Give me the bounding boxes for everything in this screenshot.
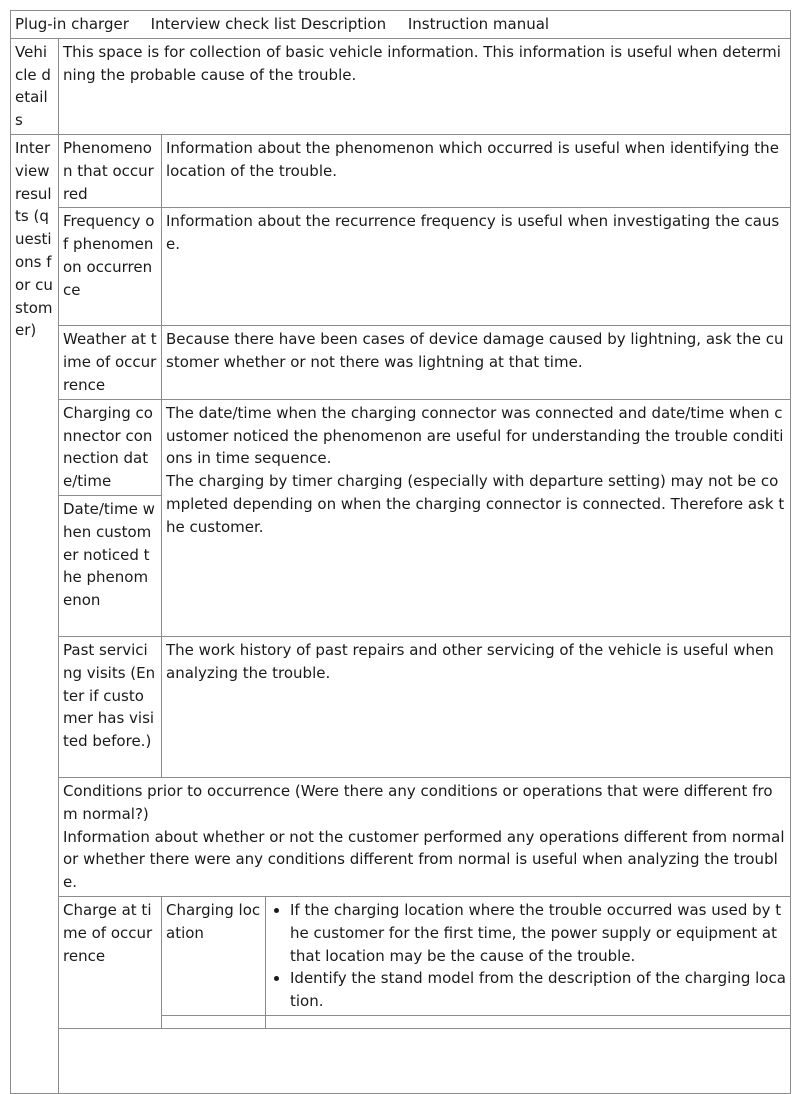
phenomenon-label: Phenomenon that occurred — [59, 134, 162, 207]
conditions-row — [11, 777, 791, 896]
datetime-description-2: The charging by timer charging (especially with departure setting) may not be completed depending on when the charging connector is connected. Therefore ask the customer. — [166, 472, 785, 536]
header-plug-in-charger: Plug-in charger — [15, 15, 129, 33]
list-item: • If the charging location where the trouble occurred was used by the customer for the first time, the power supply or equipment at that location may be the cause of the trouble. — [290, 899, 786, 967]
cutoff-cell — [162, 1015, 266, 1028]
vehicle-details-description: This space is for collection of basic vehicle information. This information is useful when determining the probable cause of the trouble. — [59, 38, 791, 134]
conditions-description: Information about whether or not the customer performed any operations different from normal or whether there were any conditions different from normal is useful when analyzing the trouble. — [63, 827, 785, 892]
weather-label: Weather at time of occurrence — [59, 326, 162, 399]
past-servicing-label: Past servicing visits (Enter if customer has visited before.) — [59, 636, 162, 777]
interview-checklist-table — [10, 10, 791, 1094]
charging-location-label: Charging location — [162, 896, 266, 1015]
header-checklist-description: Interview check list Description — [150, 15, 387, 33]
charge-label: Charge at time of occurrence — [59, 896, 162, 1028]
document — [10, 10, 790, 1094]
header-instruction-manual: Instruction manual — [407, 15, 550, 33]
datetime-description — [162, 399, 791, 636]
datetime-description-1: The date/time when the charging connector was connected and date/time when customer noticed the phenomenon are useful for understanding the trouble conditions in time sequence. — [166, 403, 784, 468]
past-servicing-row — [11, 636, 791, 777]
phenomenon-row — [11, 134, 791, 207]
header-row — [11, 11, 791, 39]
frequency-label: Frequency of phenomenon occurrence — [59, 208, 162, 326]
conditions-cell — [59, 777, 791, 896]
weather-row — [11, 326, 791, 399]
noticed-datetime-label: Date/time when customer noticed the phenomenon — [59, 495, 162, 636]
spacer-row — [11, 1028, 791, 1093]
cutoff-cell — [266, 1015, 791, 1028]
past-servicing-description: The work history of past repairs and other servicing of the vehicle is useful when analyzing the trouble. — [162, 636, 791, 777]
charging-location-bullets — [266, 896, 791, 1015]
interview-results-label: Interview results (questions for customer) — [11, 134, 59, 1093]
weather-description: Because there have been cases of device damage caused by lightning, ask the customer whether or not there was lightning at that time. — [162, 326, 791, 399]
conditions-title: Conditions prior to occurrence (Were there any conditions or operations that were different from normal?) — [63, 781, 773, 823]
list-item: • Identify the stand model from the description of the charging location. — [290, 967, 786, 1013]
charging-location-list — [270, 899, 786, 1013]
spacer-cell — [59, 1028, 791, 1093]
vehicle-details-row — [11, 38, 791, 134]
phenomenon-description: Information about the phenomenon which occurred is useful when identifying the location of the trouble. — [162, 134, 791, 207]
charging-location-row — [11, 896, 791, 1015]
frequency-description: Information about the recurrence frequency is useful when investigating the cause. — [162, 208, 791, 326]
connector-datetime-label: Charging connector connection date/time — [59, 399, 162, 495]
connector-datetime-row — [11, 399, 791, 495]
frequency-row — [11, 208, 791, 326]
vehicle-details-label: Vehicle details — [11, 38, 59, 134]
header-cell — [11, 11, 791, 39]
